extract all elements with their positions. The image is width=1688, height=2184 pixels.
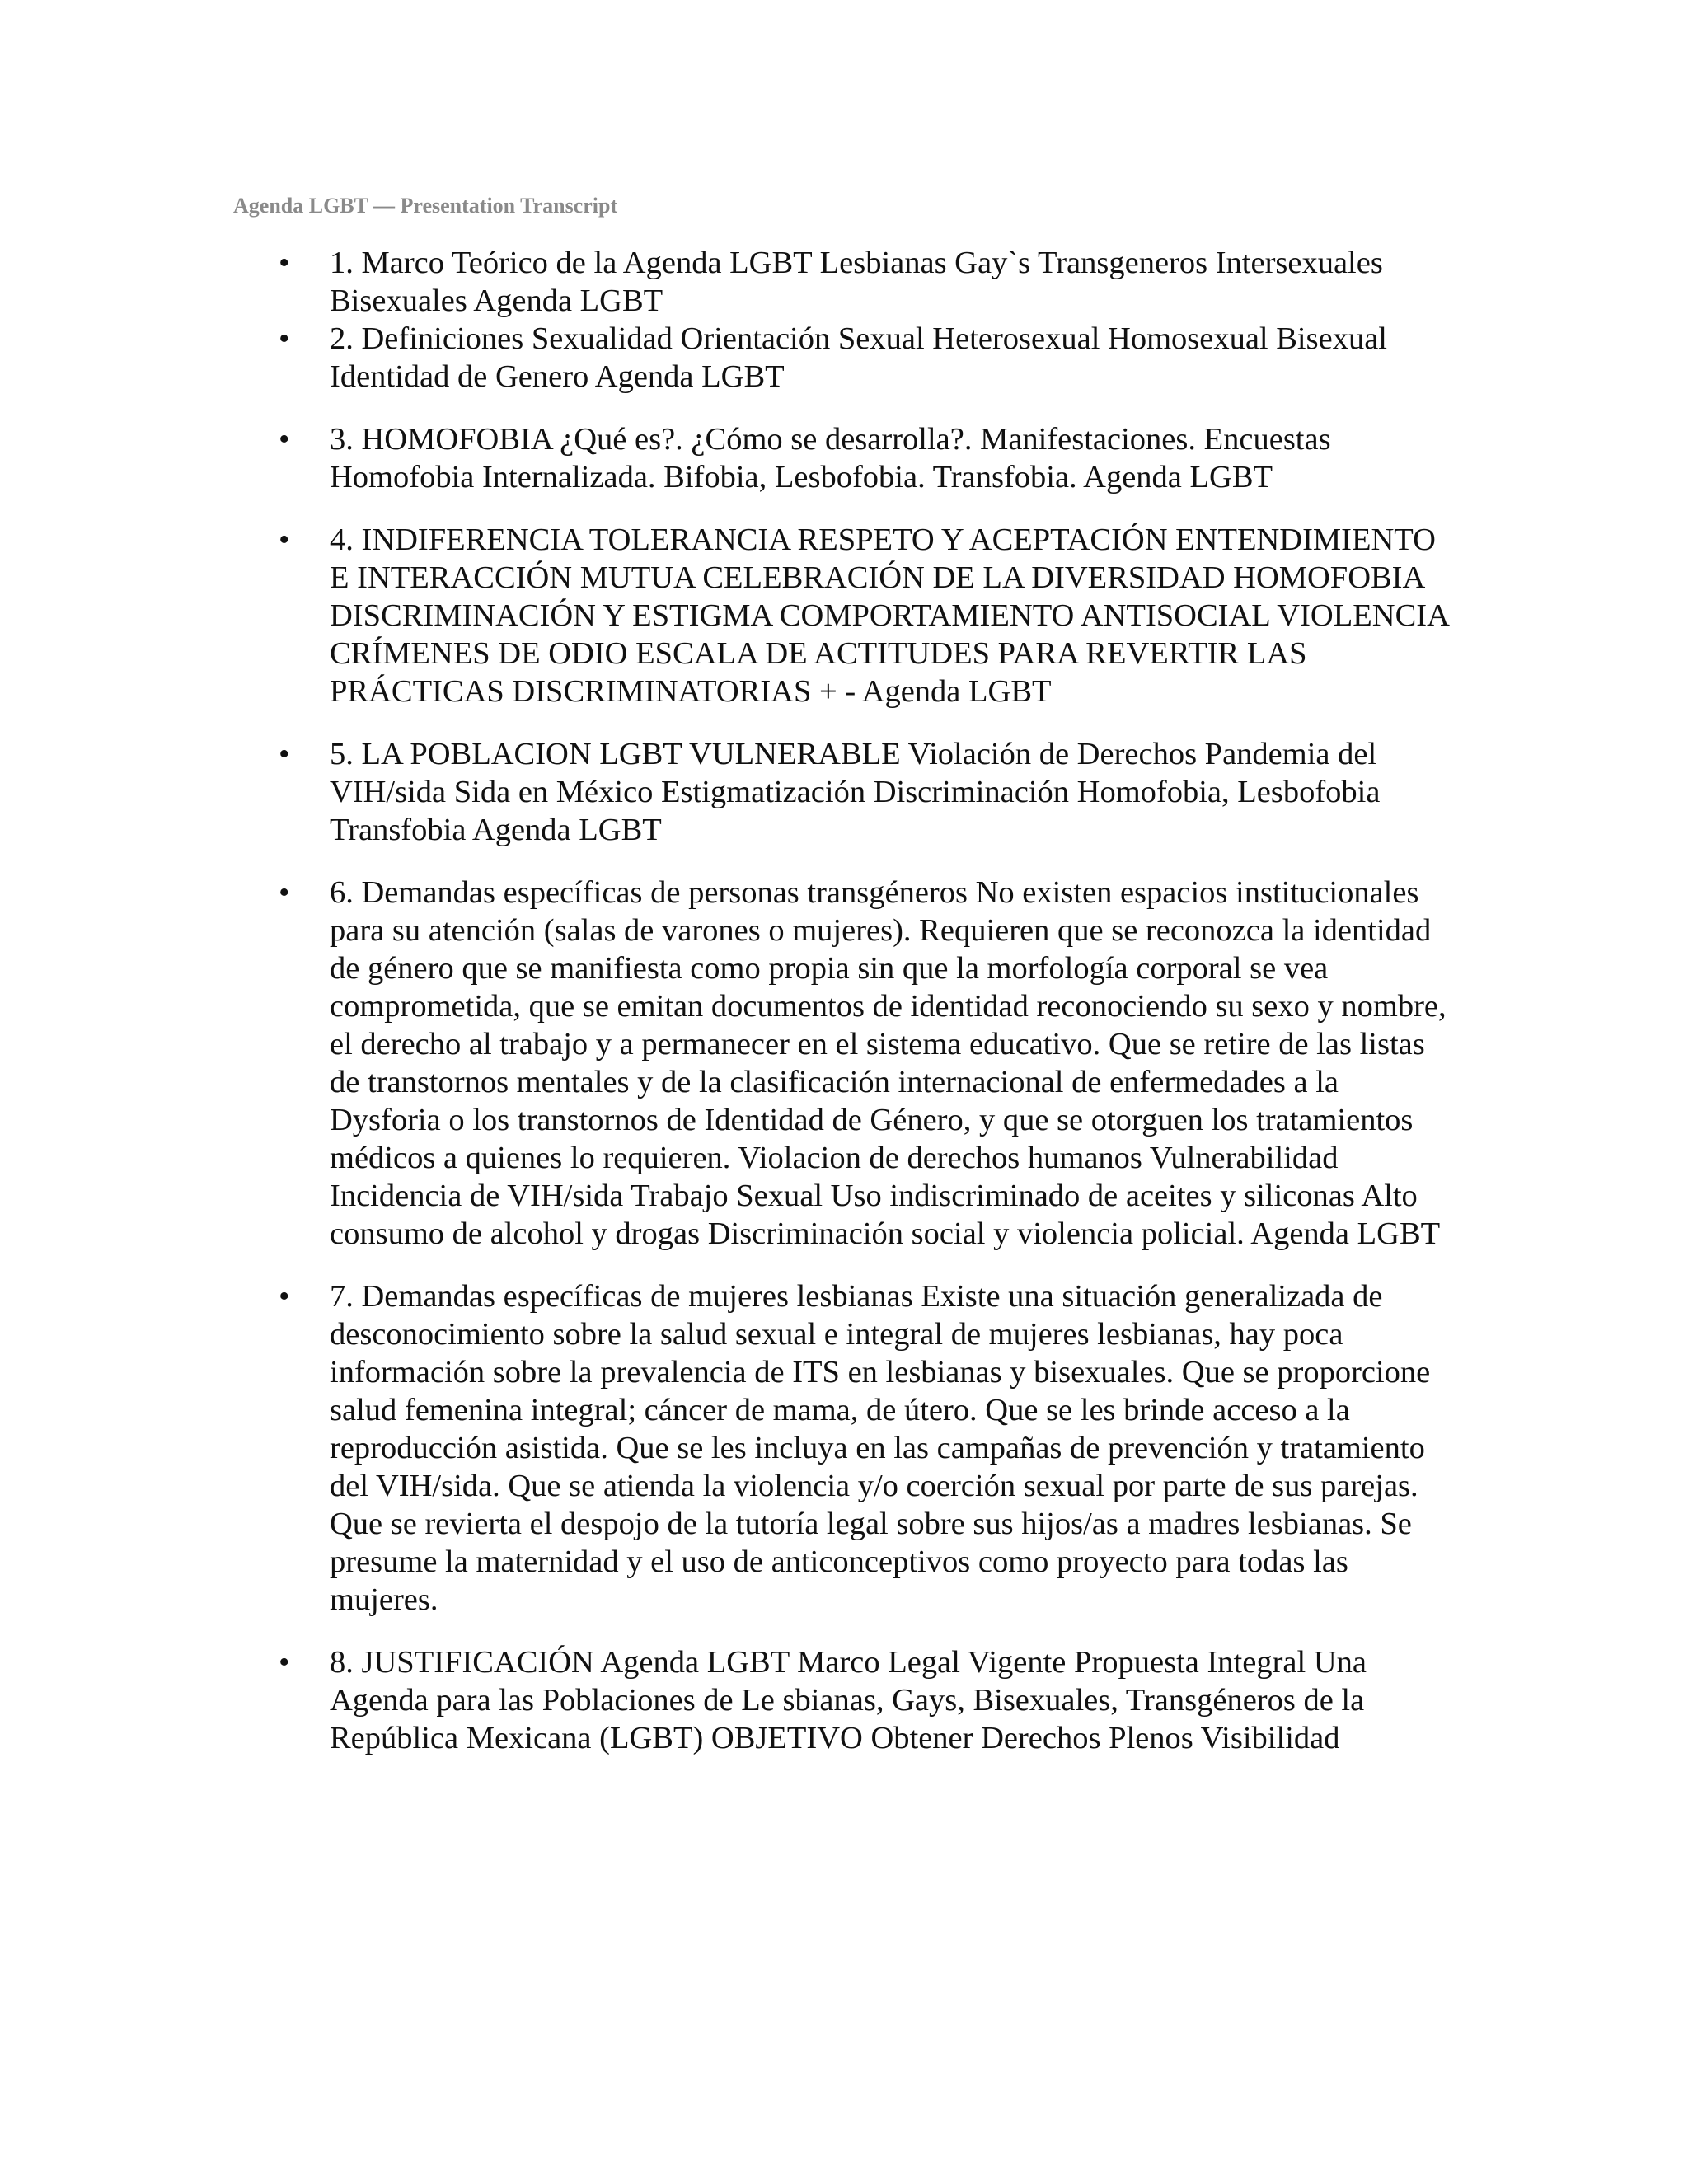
transcript-list: [279, 244, 1451, 1782]
document-header: Agenda LGBT — Presentation Transcript: [233, 194, 618, 218]
list-item-text: 2. Definiciones Sexualidad Orientación Sexual Heterosexual Homosexual Bisexual Identidad de Genero Agenda LGBT: [330, 321, 1387, 394]
bullet-icon: •: [279, 523, 290, 557]
bullet-icon: •: [279, 1279, 290, 1314]
list-item: [279, 244, 1451, 320]
bullet-icon: •: [279, 321, 290, 356]
list-item: [279, 320, 1451, 396]
list-item-text: 4. INDIFERENCIA TOLERANCIA RESPETO Y ACEPTACIÓN ENTENDIMIENTO E INTERACCIÓN MUTUA CELEBRACIÓN DE LA DIVERSIDAD HOMOFOBIA DISCRIMINACIÓN Y ESTIGMA COMPORTAMIENTO ANTISOCIAL VIOLENCIA CRÍMENES DE ODIO ESCALA DE ACTITUDES PARA REVERTIR LAS PRÁCTICAS DISCRIMINATORIAS + - Agenda LGBT: [330, 523, 1448, 709]
bullet-icon: •: [279, 422, 290, 457]
list-item-text: 8. JUSTIFICACIÓN Agenda LGBT Marco Legal Vigente Propuesta Integral Una Agenda para las Poblaciones de Le sbianas, Gays, Bisexuales, Transgéneros de la República Mexicana (LGBT) OBJETIVO Obtener Derechos Plenos Visibilidad: [330, 1645, 1367, 1755]
bullet-icon: •: [279, 875, 290, 910]
list-item: [279, 735, 1451, 849]
bullet-icon: •: [279, 737, 290, 771]
list-item-text: 5. LA POBLACION LGBT VULNERABLE Violación de Derechos Pandemia del VIH/sida Sida en México Estigmatización Discriminación Homofobia, Lesbofobia Transfobia Agenda LGBT: [330, 737, 1381, 847]
list-item: [279, 1277, 1451, 1619]
bullet-icon: •: [279, 1645, 290, 1680]
list-item: [279, 874, 1451, 1253]
list-item: [279, 521, 1451, 710]
list-item: [279, 420, 1451, 496]
list-item-text: 1. Marco Teórico de la Agenda LGBT Lesbianas Gay`s Transgeneros Intersexuales Bisexuales Agenda LGBT: [330, 246, 1383, 318]
list-item-text: 3. HOMOFOBIA ¿Qué es?. ¿Cómo se desarrolla?. Manifestaciones. Encuestas Homofobia Internalizada. Bifobia, Lesbofobia. Transfobia. Agenda LGBT: [330, 422, 1331, 494]
bullet-icon: •: [279, 246, 290, 280]
list-item-text: 7. Demandas específicas de mujeres lesbianas Existe una situación generalizada de desconocimiento sobre la salud sexual e integral de mujeres lesbianas, hay poca información sobre la prevalencia de ITS en lesbianas y bisexuales. Que se proporcione salud femenina integral; cáncer de mama, de útero. Que se les brinde acceso a la reproducción asistida. Que se les incluya en las campañas de prevención y tratamiento del VIH/sida. Que se atienda la violencia y/o coerción sexual por parte de sus parejas. Que se revierta el despojo de la tutoría legal sobre sus hijos/as a madres lesbianas. Se presume la maternidad y el uso de anticonceptivos como proyecto para todas las mujeres.: [330, 1279, 1431, 1617]
list-item-text: 6. Demandas específicas de personas transgéneros No existen espacios institucionales para su atención (salas de varones o mujeres). Requieren que se reconozca la identidad de género que se manifiesta como propia sin que la morfología corporal se vea comprometida, que se emitan documentos de identidad reconociendo su sexo y nombre, el derecho al trabajo y a permanecer en el sistema educativo. Que se retire de las listas de transtornos mentales y de la clasificación internacional de enfermedades a la Dysforia o los transtornos de Identidad de Género, y que se otorguen los tratamientos médicos a quienes lo requieren. Violacion de derechos humanos Vulnerabilidad Incidencia de VIH/sida Trabajo Sexual Uso indiscriminado de aceites y siliconas Alto consumo de alcohol y drogas Discriminación social y violencia policial. Agenda LGBT: [330, 875, 1447, 1251]
list-item: [279, 1643, 1451, 1757]
